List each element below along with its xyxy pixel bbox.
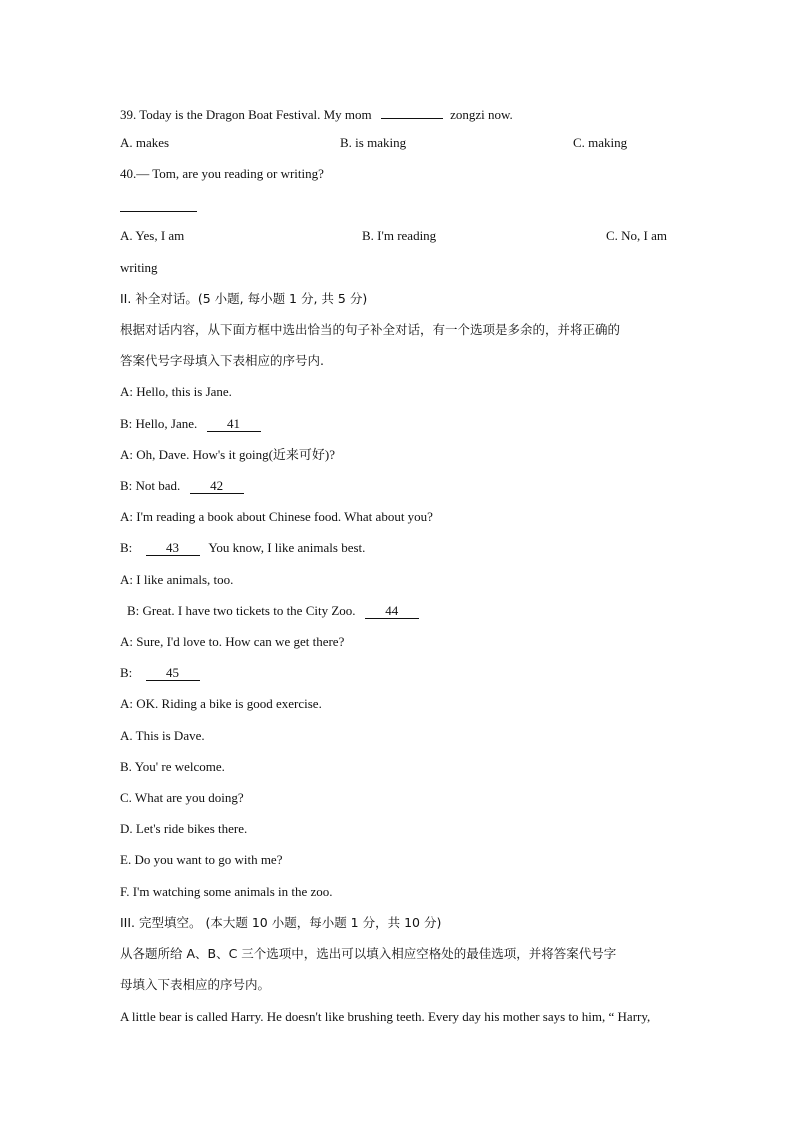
choice-d: D. Let's ride bikes there. <box>120 821 248 836</box>
option-a: A. makes <box>120 135 170 150</box>
section-instruction: 母填入下表相应的序号内。 <box>120 977 271 992</box>
blank-42: 42 <box>190 479 244 494</box>
option-c-wrap: writing <box>120 260 158 275</box>
dialogue-text: You know, I like animals best. <box>208 540 366 555</box>
dialogue-line: A: OK. Riding a bike is good exercise. <box>120 696 322 711</box>
passage-text: A little bear is called Harry. He doesn't like brushing teeth. Every day his mother says to him, “ Harry, <box>120 1009 651 1024</box>
dialogue-line: A: Oh, Dave. How's it going(近来可好)? <box>120 447 336 462</box>
blank-44: 44 <box>365 604 419 619</box>
choice-f: F. I'm watching some animals in the zoo. <box>120 884 333 899</box>
dialogue-line <box>127 603 419 619</box>
question-text: — Tom, are you reading or writing? <box>136 166 324 181</box>
option-b: B. I'm reading <box>362 228 437 243</box>
dialogue-line: A: Sure, I'd love to. How can we get there? <box>120 634 345 649</box>
dialogue-line <box>120 665 200 681</box>
dialogue-line <box>120 540 365 556</box>
choice-b: B. You' re welcome. <box>120 759 225 774</box>
option-c: C. No, I am <box>606 228 668 243</box>
option-b: B. is making <box>340 135 407 150</box>
question-39 <box>120 104 513 120</box>
blank-45: 45 <box>146 666 200 681</box>
section-instruction: 答案代号字母填入下表相应的序号内. <box>120 353 324 368</box>
section-instruction: 根据对话内容，从下面方框中选出恰当的句子补全对话，有一个选项是多余的，并将正确的 <box>120 322 621 337</box>
option-a: A. Yes, I am <box>120 228 185 243</box>
choice-a: A. This is Dave. <box>120 728 205 743</box>
dialogue-text: B: <box>120 665 133 680</box>
question-number: 40. <box>120 166 137 181</box>
dialogue-line: A: I like animals, too. <box>120 572 234 587</box>
choice-c: C. What are you doing? <box>120 790 244 805</box>
dialogue-line <box>120 478 244 494</box>
question-text: Today is the Dragon Boat Festival. My mom <box>139 107 372 122</box>
section-heading: III. 完型填空。 (本大题 10 小题，每小题 1 分，共 10 分) <box>120 915 442 930</box>
question-number: 39. <box>120 107 137 122</box>
section-heading: II. 补全对话。(5 小题, 每小题 1 分, 共 5 分) <box>120 291 368 306</box>
question-40 <box>120 166 324 182</box>
blank-43: 43 <box>146 541 200 556</box>
dialogue-text: B: Not bad. <box>120 478 181 493</box>
question-text: zongzi now. <box>450 107 513 122</box>
answer-blank <box>120 211 197 212</box>
answer-blank <box>381 104 443 119</box>
blank-41: 41 <box>207 417 261 432</box>
section-instruction: 从各题所给 A、B、C 三个选项中，选出可以填入相应空格处的最佳选项，并将答案代号字 <box>120 946 617 961</box>
dialogue-text: B: <box>120 540 133 555</box>
option-c: C. making <box>573 135 628 150</box>
choice-e: E. Do you want to go with me? <box>120 852 283 867</box>
dialogue-line <box>120 416 261 432</box>
dialogue-line: A: Hello, this is Jane. <box>120 384 232 399</box>
dialogue-text: B: Hello, Jane. <box>120 416 198 431</box>
dialogue-text: B: Great. I have two tickets to the City Zoo. <box>127 603 356 618</box>
dialogue-line: A: I'm reading a book about Chinese food. What about you? <box>120 509 433 524</box>
